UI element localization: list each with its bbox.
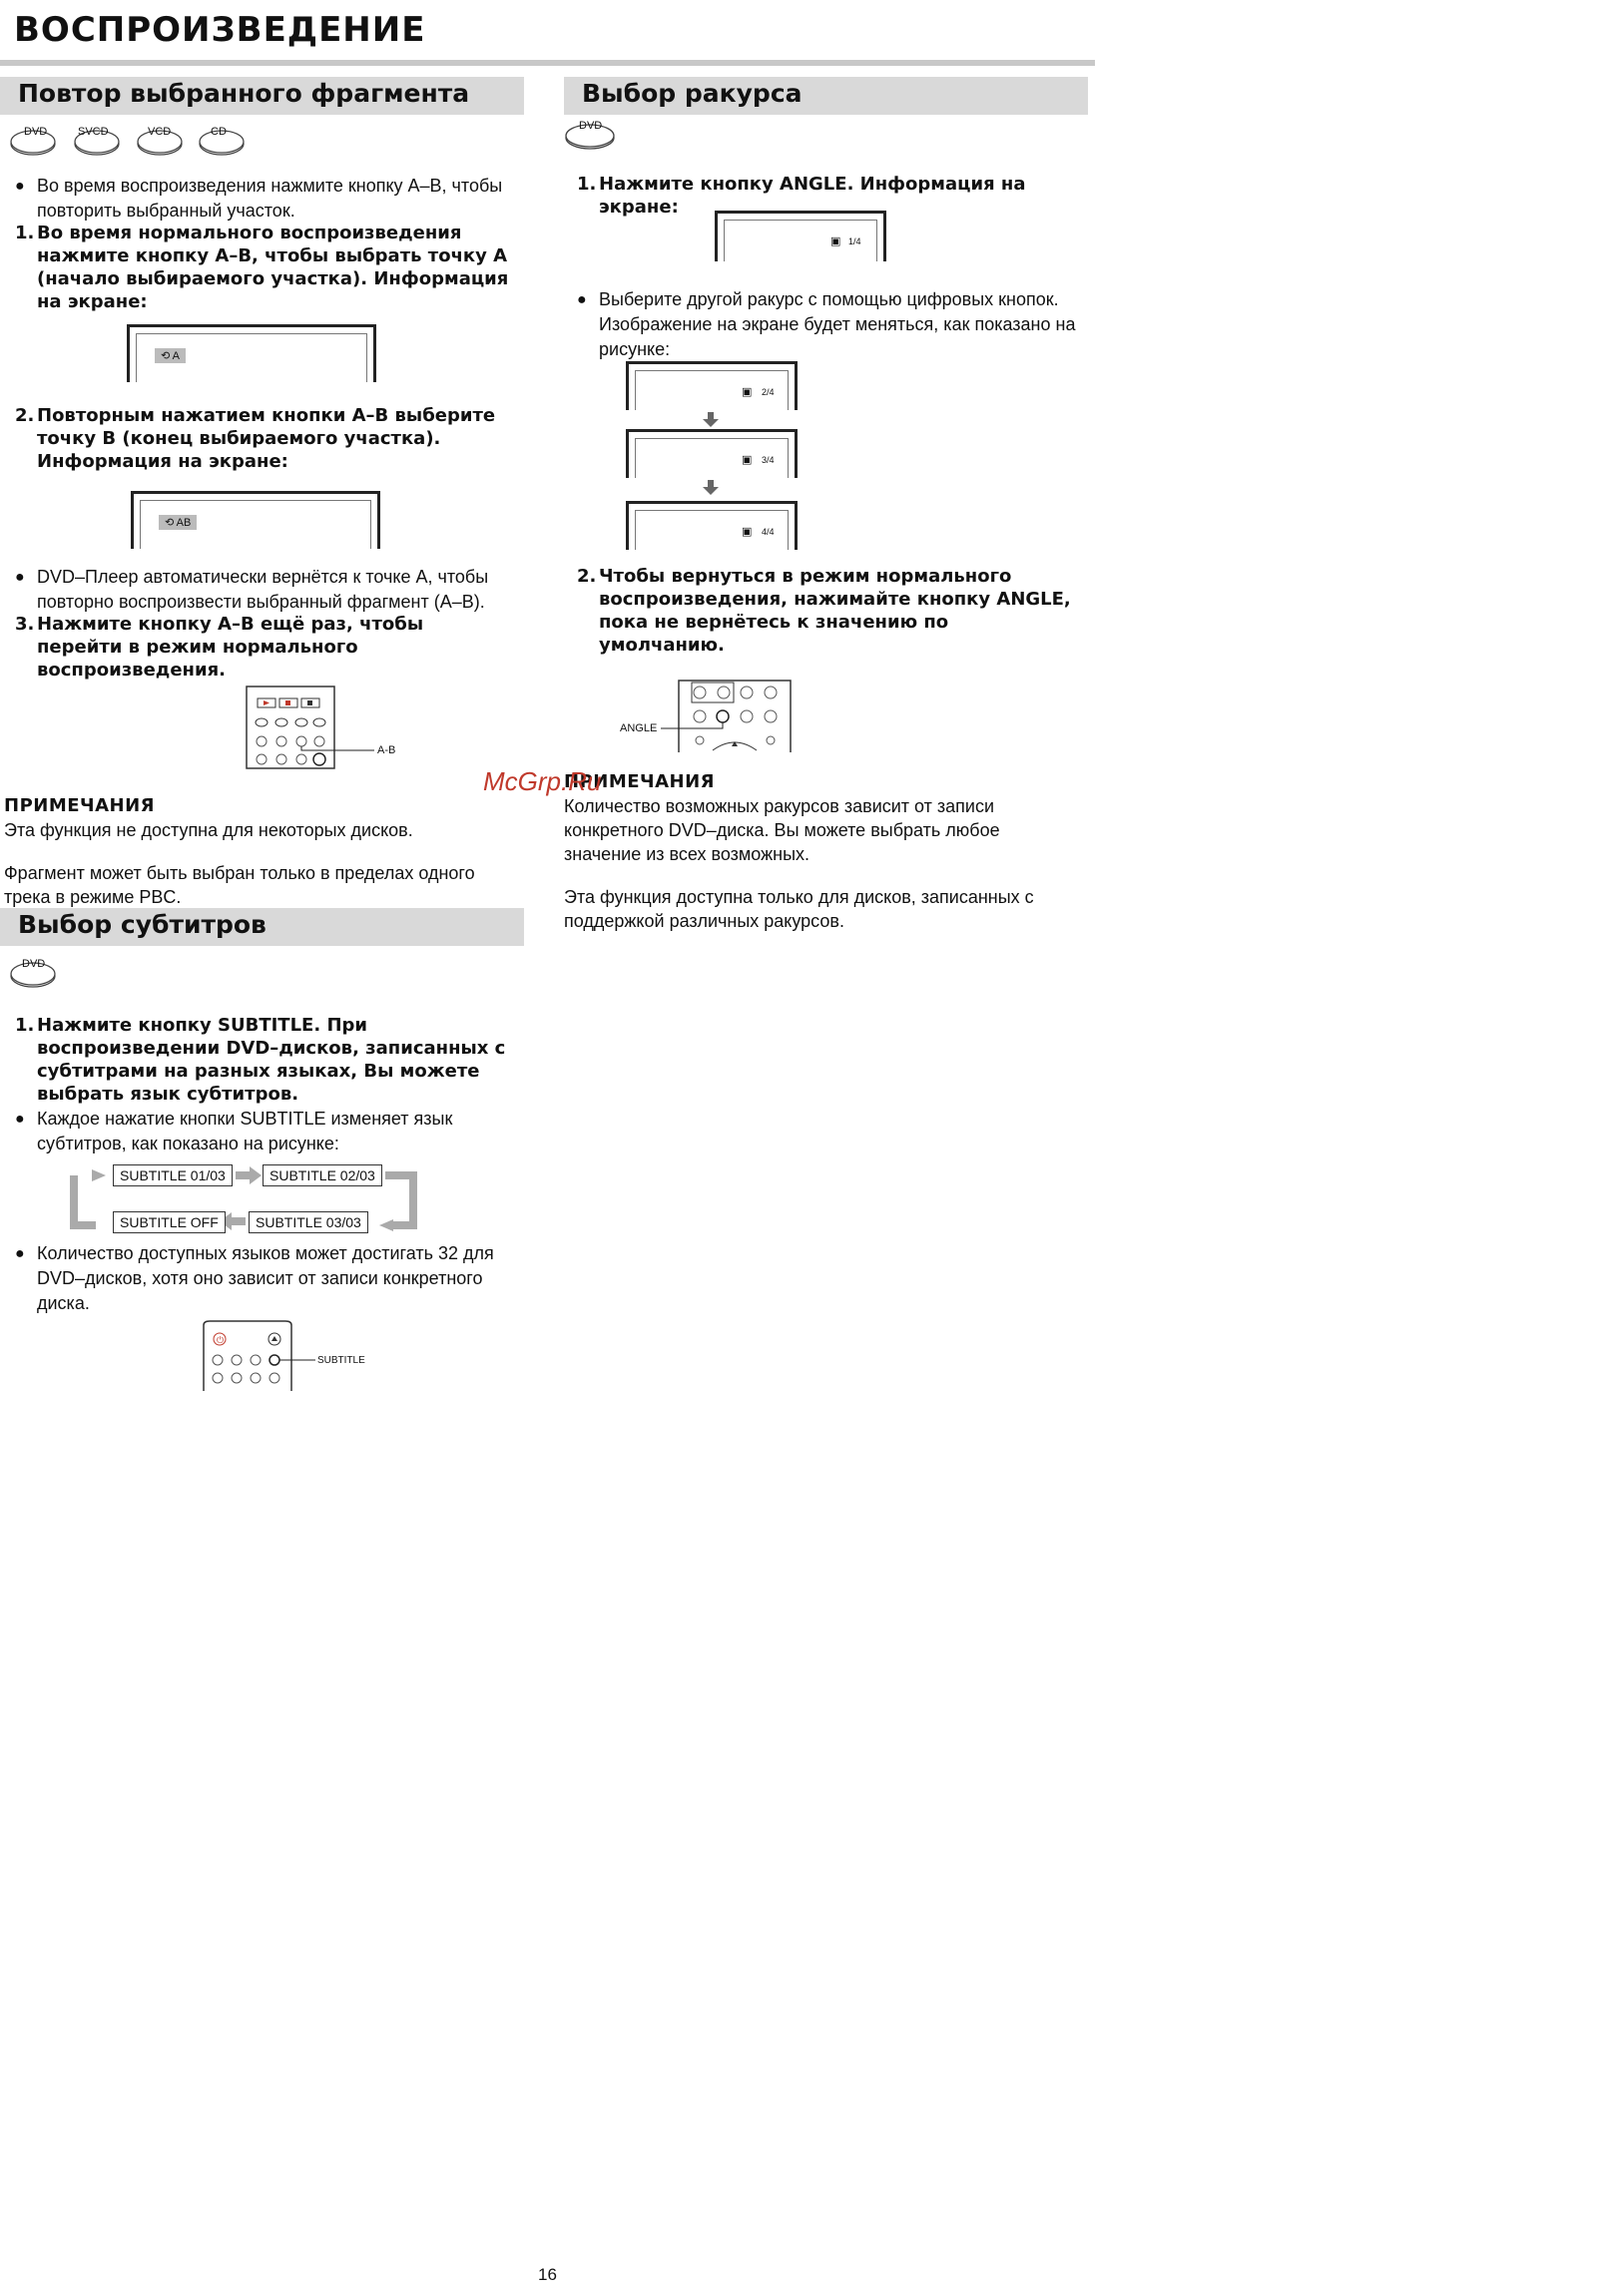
camera-icon: ▣ — [830, 235, 841, 247]
camera-icon: ▣ — [742, 386, 753, 398]
remote-callout-label: SUBTITLE — [317, 1355, 365, 1366]
title-divider — [0, 60, 1095, 66]
step-number: 1. — [577, 174, 597, 195]
svg-text:⏻: ⏻ — [217, 1335, 225, 1345]
disc-label-dvd: DVD — [24, 126, 48, 138]
bullet-text: DVD–Плеер автоматически вернётся к точке А, чтобы повторно воспроизвести выбранный фрагмент (А–В). — [37, 567, 489, 612]
step-number: 3. — [15, 614, 35, 635]
bullet-item — [15, 174, 514, 224]
screen-inner — [635, 510, 789, 550]
step-text: Во время нормального воспроизведения нажмите кнопку A–B, чтобы выбрать точку A (начало выбираемого участка). Информация на экране: — [37, 223, 509, 312]
osd-screen-ab — [131, 491, 380, 549]
remote-illustration-ab — [245, 685, 404, 772]
step-text: Повторным нажатием кнопки A–B выберите точку B (конец выбираемого участка). Информация на экране: — [37, 405, 496, 472]
camera-icon: ▣ — [742, 526, 753, 538]
bullet-item — [577, 287, 1086, 362]
subtitle-state: SUBTITLE 03/03 — [249, 1211, 368, 1233]
subtitle-state: SUBTITLE OFF — [113, 1211, 226, 1233]
bullet-dot: ● — [15, 178, 25, 195]
screen-inner — [635, 370, 789, 410]
angle-osd-value: 3/4 — [762, 455, 775, 465]
disc-label-dvd: DVD — [22, 958, 46, 970]
note-text: Фрагмент может быть выбран только в пределах одного трека в режиме PBC. — [4, 863, 475, 907]
step-1 — [15, 222, 534, 313]
disc-label-vcd: VCD — [148, 126, 172, 138]
subtitle-state: SUBTITLE 02/03 — [263, 1164, 382, 1186]
screen-inner — [136, 333, 367, 382]
down-arrow-icon — [703, 480, 719, 496]
remote-callout-label: A-B — [377, 744, 396, 756]
disc-label-cd: CD — [211, 126, 227, 138]
note-text: Эта функция не доступна для некоторых дисков. — [4, 820, 413, 840]
osd-label: A — [172, 350, 181, 362]
screen-inner — [724, 220, 877, 261]
repeat-osd — [155, 348, 186, 363]
camera-icon: ▣ — [742, 454, 753, 466]
osd-screen-angle — [626, 361, 798, 410]
step-3 — [15, 613, 494, 682]
step-number: 2. — [577, 566, 597, 587]
screen-inner — [635, 438, 789, 478]
osd-screen-angle — [626, 429, 798, 478]
step-2 — [15, 404, 534, 473]
page-number: 16 — [538, 2265, 557, 2284]
step-1 — [15, 1014, 534, 1106]
angle-osd-value: 4/4 — [762, 527, 775, 537]
step-text: Нажмите кнопку A–B ещё раз, чтобы перейти в режим нормального воспроизведения. — [37, 614, 424, 681]
watermark: McGrp.Ru — [483, 766, 602, 796]
angle-osd-value: 2/4 — [762, 387, 775, 397]
step-number: 1. — [15, 1015, 35, 1036]
step-2 — [577, 565, 1076, 657]
step-text: Нажмите кнопку SUBTITLE. При воспроизведении DVD–дисков, записанных с субтитрами на разных языках, Вы можете выбрать язык субтитров. — [37, 1015, 506, 1105]
section-title: Выбор субтитров — [18, 910, 267, 939]
subtitle-state: SUBTITLE 01/03 — [113, 1164, 233, 1186]
bullet-dot: ● — [15, 1245, 25, 1262]
step-text: Нажмите кнопку ANGLE. Информация на экране: — [599, 174, 1026, 218]
step-text: Чтобы вернуться в режим нормального воспроизведения, нажимайте кнопку ANGLE, пока не вернётесь к значению по умолчанию. — [599, 566, 1071, 656]
bullet-item — [15, 1107, 514, 1156]
section-header-ab-repeat — [0, 77, 524, 115]
transport-buttons — [258, 698, 319, 707]
remote-callout-label: ANGLE — [620, 722, 658, 734]
section-title: Выбор ракурса — [582, 79, 803, 108]
bullet-item — [15, 565, 529, 615]
repeat-icon: ⟲ — [165, 517, 177, 529]
note-text: Эта функция доступна только для дисков, записанных с поддержкой различных ракурсов. — [564, 887, 1034, 931]
disc-label-svcd: SVCD — [78, 126, 109, 138]
power-icon — [214, 1333, 226, 1345]
disc-label-dvd: DVD — [579, 120, 603, 132]
bullet-text: Выберите другой ракурс с помощью цифровых кнопок. Изображение на экране будет меняться, как показано на рисунке: — [599, 289, 1076, 359]
flow-arrow — [236, 1166, 262, 1184]
page-title: ВОСПРОИЗВЕДЕНИЕ — [14, 10, 426, 50]
bullet-text: Каждое нажатие кнопки SUBTITLE изменяет язык субтитров, как показано на рисунке: — [37, 1109, 453, 1153]
section-title: Повтор выбранного фрагмента — [18, 79, 470, 108]
notes-heading: ПРИМЕЧАНИЯ — [4, 795, 155, 816]
down-arrow-icon — [703, 412, 719, 428]
bullet-text: Во время воспроизведения нажмите кнопку A–B, чтобы повторить выбранный участок. — [37, 176, 503, 221]
osd-screen-angle — [715, 211, 886, 261]
osd-label: AB — [176, 517, 192, 529]
bullet-text: Количество доступных языков может достигать 32 для DVD–дисков, хотя оно зависит от записи конкретного диска. — [37, 1243, 494, 1313]
bullet-dot: ● — [15, 569, 25, 586]
step-number: 1. — [15, 223, 35, 243]
note-text: Количество возможных ракурсов зависит от записи конкретного DVD–диска. Вы можете выбрать любое значение из всех возможных. — [564, 796, 1000, 864]
repeat-icon: ⟲ — [161, 350, 173, 362]
section-header-angle — [564, 77, 1088, 115]
bullet-dot: ● — [15, 1111, 25, 1128]
angle-osd-value: 1/4 — [848, 236, 861, 246]
step-number: 2. — [15, 405, 35, 426]
bullet-item — [15, 1241, 514, 1316]
eject-icon — [268, 1333, 280, 1345]
osd-screen-a — [127, 324, 376, 382]
osd-screen-angle — [626, 501, 798, 550]
remote-illustration-angle — [639, 679, 799, 754]
section-header-subtitles — [0, 908, 524, 946]
notes-heading: ПРИМЕЧАНИЯ — [564, 771, 715, 792]
bullet-dot: ● — [577, 291, 587, 308]
repeat-osd — [159, 515, 197, 530]
screen-inner — [140, 500, 371, 549]
